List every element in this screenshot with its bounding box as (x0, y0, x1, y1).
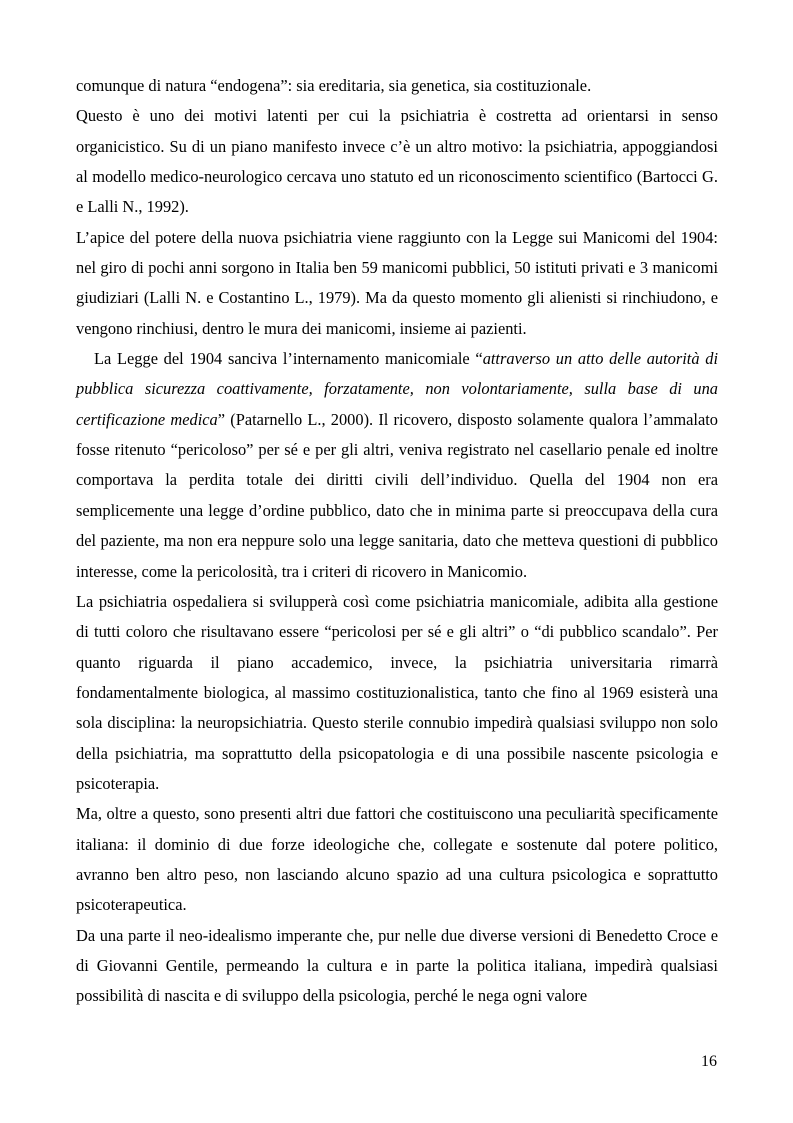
paragraph-text: La psichiatria ospedaliera si svilupperà così come psichiatria manicomiale, adibita alla gestione di tutti coloro che risultavano essere “pericolosi per sé e gli altri” o “di pubblico scandalo”. Per quanto riguarda il piano accademico, invece, la psichiatria universitaria rimarrà fondamentalmente biologica, al massimo costituzionalistica, tanto che fino al 1969 esisterà una sola disciplina: la neuropsichiatria. Questo sterile connubio impedirà qualsiasi sviluppo non solo della psichiatria, ma soprattutto della psicopatologia e di una possibile nascente psicologia e psicoterapia. (76, 591, 718, 793)
quoted-law-text: attraverso un atto delle autorità di pubblica sicurezza coattivamente, forzatamente, non volontariamente, sulla base di una certificazione medica (76, 349, 718, 429)
paragraph-text: ” (Patarnello L., 2000). Il ricovero, disposto solamente qualora l’ammalato fosse ritenuto “pericoloso” per sé e per gli altri, veniva registrato nel casellario penale ed inoltre comportava la perdita totale dei diritti civili dell’individuo. Quella del 1904 non era semplicemente una legge d’ordine pubblico, dato che in minima parte si preoccupava della cura del paziente, ma non era neppure solo una legge sanitaria, dato che metteva questioni di pubblico interesse, come la pericolosità, tra i criteri di ricovero in Manicomio. (76, 409, 718, 581)
paragraph-legge-manicomi (76, 223, 718, 344)
paragraph-continuation (76, 71, 718, 101)
paragraph-organicism (76, 101, 718, 222)
paragraph-text: La Legge del 1904 sanciva l’internamento manicomiale “ (94, 349, 483, 369)
paragraph-text: Questo è uno dei motivi latenti per cui la psichiatria è costretta ad orientarsi in senso organicistico. Su di un piano manifesto invece c’è un altro motivo: la psichiatria, appoggiandosi al modello medico-neurologico cercava uno statuto ed un riconoscimento scientifico (Bartocci G. e Lalli N., 1992). (76, 106, 718, 217)
paragraph-neo-idealismo (76, 921, 718, 1012)
paragraph-legge-1904 (76, 344, 718, 587)
paragraph-text: L’apice del potere della nuova psichiatria viene raggiunto con la Legge sui Manicomi del 1904: nel giro di pochi anni sorgono in Italia ben 59 manicomi pubblici, 50 istituti privati e 3 manicomi giudiziari (Lalli N. e Costantino L., 1979). Ma da questo momento gli alienisti si rinchiudono, e vengono rinchiusi, dentro le mura dei manicomi, insieme ai pazienti. (76, 227, 718, 338)
paragraph-text: comunque di natura “endogena”: sia ereditaria, sia genetica, sia costituzionale. (76, 76, 592, 95)
paragraph-text: Ma, oltre a questo, sono presenti altri due fattori che costituiscono una peculiarità specificamente italiana: il dominio di due forze ideologiche che, collegate e sostenute dal potere politico, avranno ben altro peso, non lasciando alcuno spazio ad una cultura psicologica e soprattutto psicoterapeutica. (76, 804, 718, 915)
paragraph-text: Da una parte il neo-idealismo imperante che, pur nelle due diverse versioni di Benedetto Croce e di Giovanni Gentile, permeando la cultura e in parte la politica italiana, impedirà qualsiasi possibilità di nascita e di sviluppo della psicologia, perché le nega ogni valore (76, 925, 718, 1006)
document-page (76, 71, 718, 1012)
page-number: 16 (701, 1053, 717, 1070)
paragraph-fattori-italiani (76, 799, 718, 920)
paragraph-psichiatria-ospedaliera (76, 587, 718, 799)
